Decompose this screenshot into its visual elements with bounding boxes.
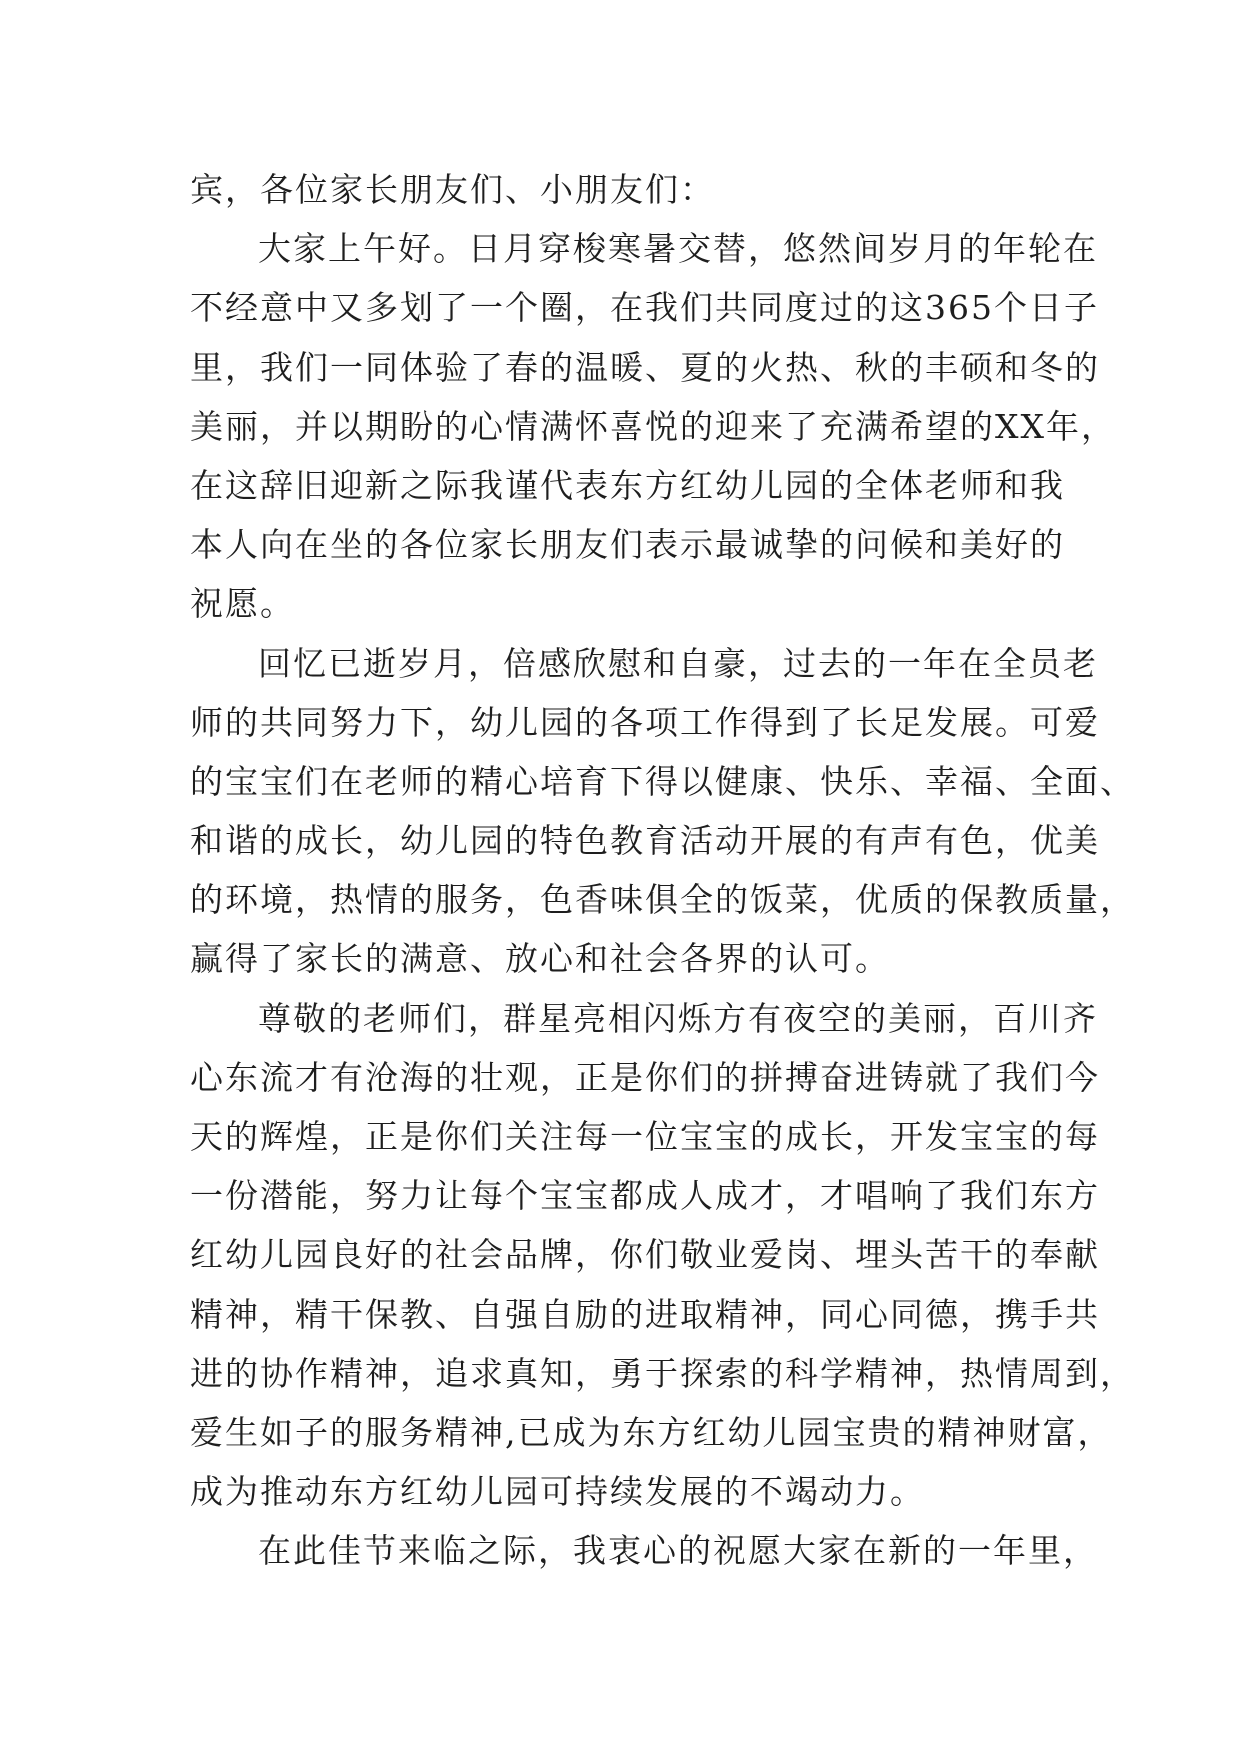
- text-line: 祝愿。: [190, 584, 295, 624]
- text-line: 美丽，并以期盼的心情满怀喜悦的迎来了充满希望的XX年，: [190, 406, 1116, 446]
- text-line: 本人向在坐的各位家长朋友们表示最诚挚的问候和美好的: [190, 525, 1065, 565]
- text-line: 精神，精干保教、自强自励的进取精神，同心同德，携手共: [190, 1294, 1100, 1334]
- text-line: 的环境，热情的服务，色香味俱全的饭菜，优质的保教质量，: [190, 880, 1135, 920]
- text-line: 心东流才有沧海的壮观，正是你们的拼搏奋进铸就了我们今: [190, 1057, 1100, 1097]
- text-line: 在这辞旧迎新之际我谨代表东方红幼儿园的全体老师和我: [190, 465, 1065, 505]
- text-line: 进的协作精神，追求真知，勇于探索的科学精神，热情周到，: [190, 1353, 1135, 1393]
- text-line: 一份潜能，努力让每个宝宝都成人成才，才唱响了我们东方: [190, 1176, 1100, 1216]
- text-line: 成为推动东方红幼儿园可持续发展的不竭动力。: [190, 1472, 925, 1512]
- text-line: 和谐的成长，幼儿园的特色教育活动开展的有声有色，优美: [190, 821, 1100, 861]
- text-line: 师的共同努力下，幼儿园的各项工作得到了长足发展。可爱: [190, 702, 1100, 742]
- paragraph-first-line: 大家上午好。日月穿梭寒暑交替，悠然间岁月的年轮在: [258, 229, 1098, 269]
- text-line: 里，我们一同体验了春的温暖、夏的火热、秋的丰硕和冬的: [190, 347, 1100, 387]
- paragraph-first-line: 回忆已逝岁月，倍感欣慰和自豪，过去的一年在全员老: [258, 643, 1098, 683]
- paragraph-first-line: 在此佳节来临之际，我衷心的祝愿大家在新的一年里，: [258, 1531, 1098, 1571]
- paragraph-first-line: 尊敬的老师们，群星亮相闪烁方有夜空的美丽，百川齐: [258, 998, 1098, 1038]
- text-line: 红幼儿园良好的社会品牌，你们敬业爱岗、埋头苦干的奉献: [190, 1235, 1100, 1275]
- text-line: 不经意中又多划了一个圈，在我们共同度过的这365个日子: [190, 288, 1099, 328]
- text-line: 爱生如子的服务精神,已成为东方红幼儿园宝贵的精神财富，: [190, 1412, 1113, 1452]
- text-line: 赢得了家长的满意、放心和社会各界的认可。: [190, 939, 890, 979]
- document-body: [190, 160, 1135, 1581]
- text-line: 天的辉煌，正是你们关注每一位宝宝的成长，开发宝宝的每: [190, 1117, 1100, 1156]
- text-line: 的宝宝们在老师的精心培育下得以健康、快乐、幸福、全面、: [190, 761, 1135, 801]
- text-line: 宾，各位家长朋友们、小朋友们：: [190, 170, 715, 209]
